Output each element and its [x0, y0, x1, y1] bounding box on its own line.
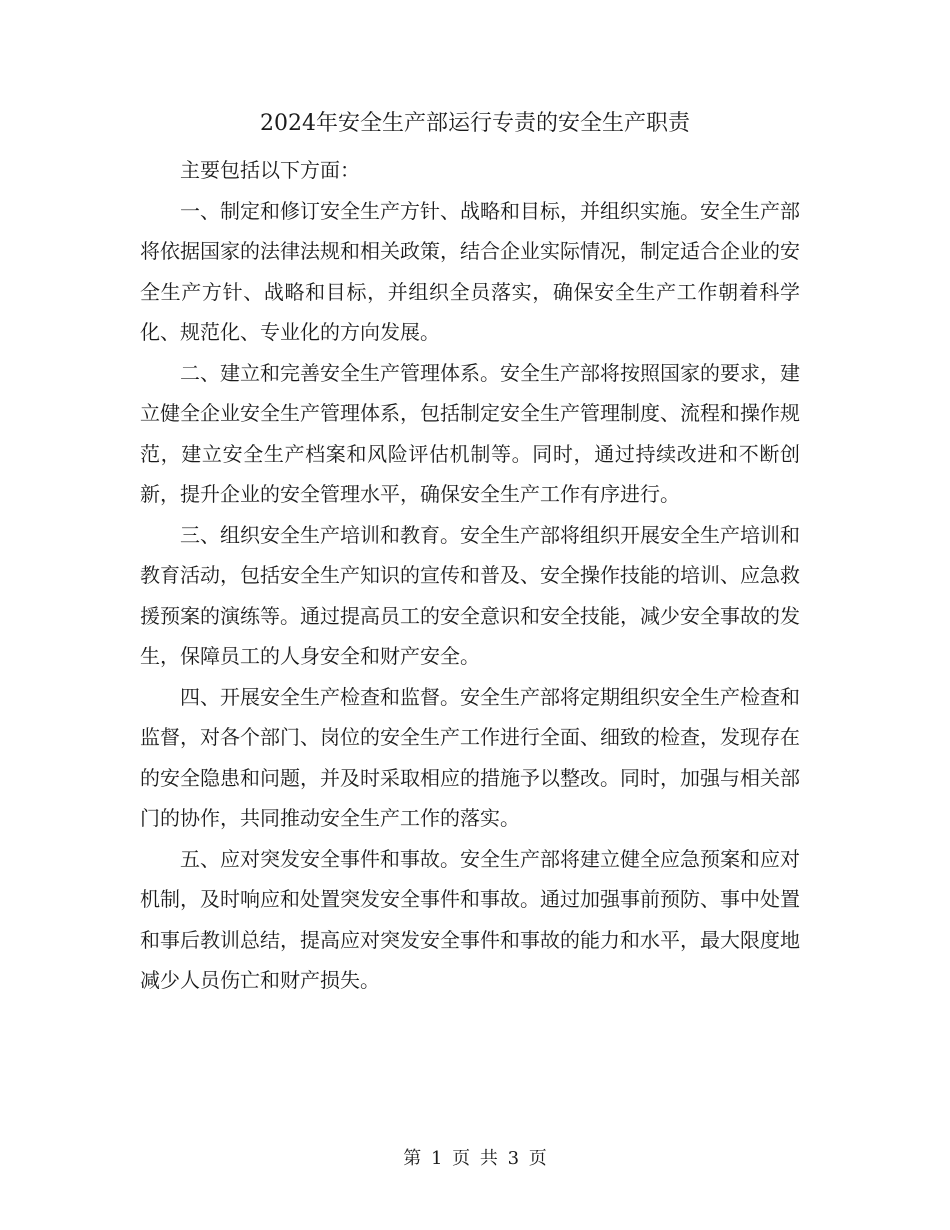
section-2-paragraph: 二、建立和完善安全生产管理体系。安全生产部将按照国家的要求，建立健全企业安全生产管理体系，包括制定安全生产管理制度、流程和操作规范，建立安全生产档案和风险评估机制等。同时，通过持续改进和不断创新，提升企业的安全管理水平，确保安全生产工作有序进行。: [140, 360, 800, 506]
section-1-paragraph: 一、制定和修订安全生产方针、战略和目标，并组织实施。安全生产部将依据国家的法律法规和相关政策，结合企业实际情况，制定适合企业的安全生产方针、战略和目标，并组织全员落实，确保安全生产工作朝着科学化、规范化、专业化的方向发展。: [140, 198, 800, 344]
section-4-paragraph: 四、开展安全生产检查和监督。安全生产部将定期组织安全生产检查和监督，对各个部门、岗位的安全生产工作进行全面、细致的检查，发现存在的安全隐患和问题，并及时采取相应的措施予以整改。同时，加强与相关部门的协作，共同推动安全生产工作的落实。: [140, 684, 800, 830]
page-number-footer: 第 1 页 共 3 页: [403, 1148, 547, 1169]
section-3-paragraph: 三、组织安全生产培训和教育。安全生产部将组织开展安全生产培训和教育活动，包括安全生产知识的宣传和普及、安全操作技能的培训、应急救援预案的演练等。通过提高员工的安全意识和安全技能，减少安全事故的发生，保障员工的人身安全和财产安全。: [140, 522, 800, 668]
document-body: [140, 150, 800, 1001]
intro-paragraph: 主要包括以下方面：: [180, 158, 360, 182]
document-title: 2024年安全生产部运行专责的安全生产职责: [260, 111, 690, 136]
section-5-paragraph: 五、应对突发安全事件和事故。安全生产部将建立健全应急预案和应对机制，及时响应和处置突发安全事件和事故。通过加强事前预防、事中处置和事后教训总结，提高应对突发安全事件和事故的能力和水平，最大限度地减少人员伤亡和财产损失。: [140, 846, 800, 992]
